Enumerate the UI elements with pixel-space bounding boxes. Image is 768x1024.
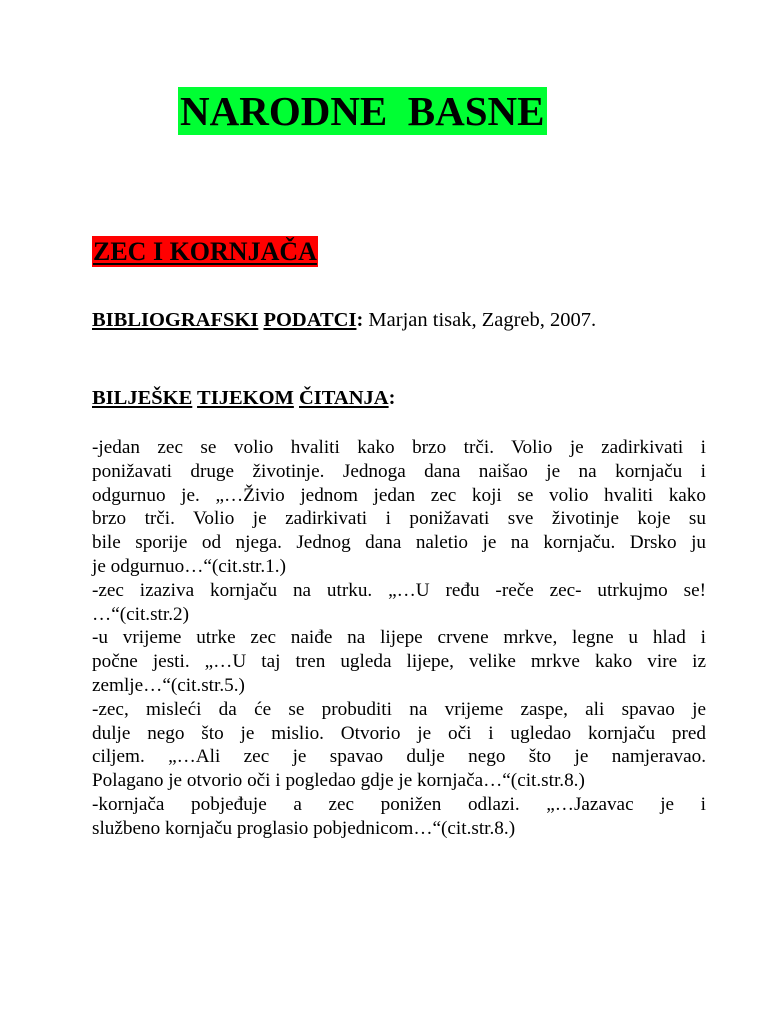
note-line: odgurnuo je. „…Živio jednom jedan zec koji se volio hvaliti kako [92,484,706,506]
bibliography-label-word2: PODATCI [263,309,357,331]
note-line: -u vrijeme utrke zec naiđe na lijepe crvene mrkve, legne u hlad i [92,627,706,649]
bibliography-colon: : [356,309,364,331]
note-line: ponižavati druge životinje. Jednoga dana naišao je na kornjaču i [92,460,706,482]
note-line: počne jesti. „…U taj tren ugleda lijepe, velike mrkve kako vire iz [92,651,706,673]
note-line: zemlje…“(cit.str.5.) [92,674,245,696]
bibliography-label-word1: BIBLIOGRAFSKI [92,309,259,331]
note-line: dulje nego što je mislio. Otvorio je oči i ugledao kornjaču pred [92,722,706,744]
notes-heading-word3: ČITANJA [299,387,389,409]
note-line: brzo trči. Volio je zadirkivati i ponižavati sve životinje koje su [92,508,706,530]
note-line: -zec izaziva kornjaču na utrku. „…U ređu -reče zec- utrkujmo se! [92,579,706,601]
note-line: -zec, misleći da će se probuditi na vrijeme zaspe, ali spavao je [92,698,706,720]
note-line: -kornjača pobjeđuje a zec ponižen odlazi. „…Jazavac je i [92,793,706,815]
note-line: ciljem. „…Ali zec je spavao dulje nego što je namjeravao. [92,746,706,768]
bibliography-value: Marjan tisak, Zagreb, 2007. [363,309,597,331]
bibliography-line [92,306,596,334]
note-line: službeno kornjaču proglasio pobjednicom…“(cit.str.8.) [92,817,516,839]
notes-heading-word2: TIJEKOM [197,387,294,409]
note-line: …“(cit.str.2) [92,603,189,625]
note-line: -jedan zec se volio hvaliti kako brzo trči. Volio je zadirkivati i [92,437,706,458]
note-line: bile sporije od njega. Jednog dana naletio je na kornjaču. Drsko ju [92,532,706,554]
notes-heading [92,384,395,412]
reading-notes [92,436,706,841]
page-title: NARODNE BASNE [180,88,545,134]
story-title: ZEC I KORNJAČA [93,237,317,266]
notes-heading-colon: : [388,387,396,409]
note-line: je odgurnuo…“(cit.str.1.) [92,555,286,577]
notes-heading-word1: BILJEŠKE [92,387,193,409]
note-line: Polagano je otvorio oči i pogledao gdje je kornjača…“(cit.str.8.) [92,770,585,792]
